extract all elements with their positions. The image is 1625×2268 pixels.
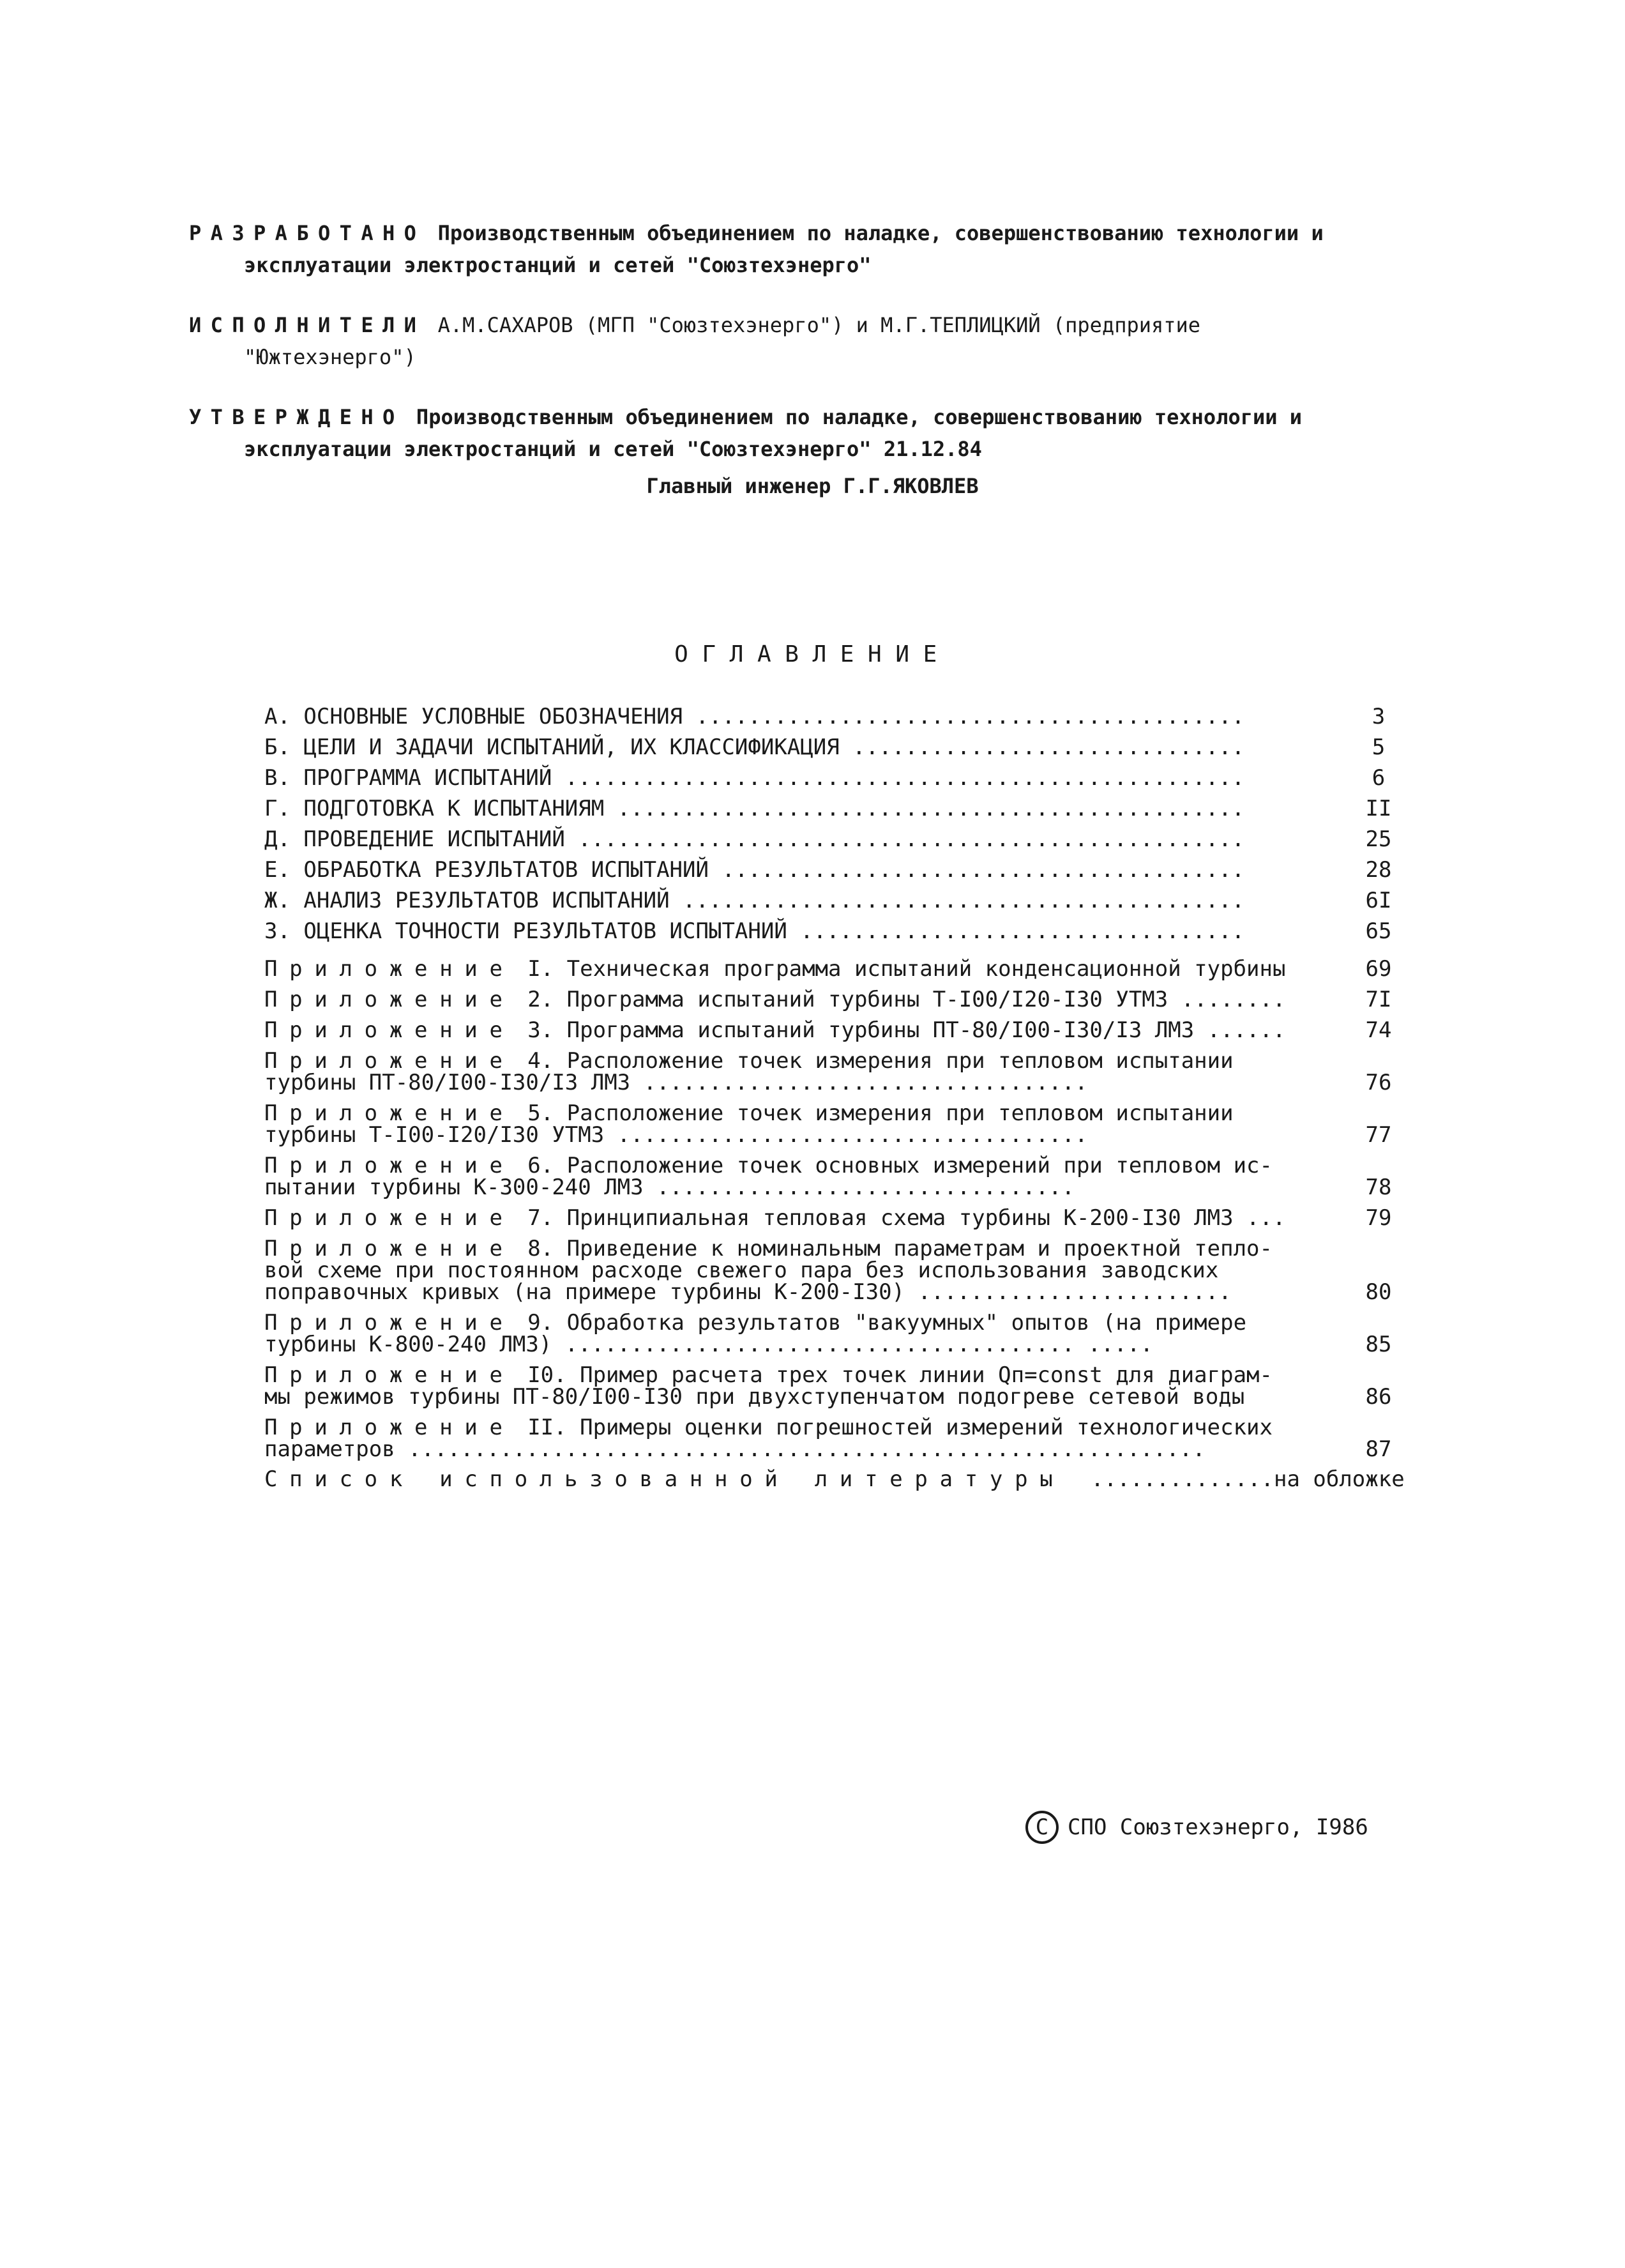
toc-section: З. ОЦЕНКА ТОЧНОСТИ РЕЗУЛЬТАТОВ ИСПЫТАНИЙ .................................. 65 xyxy=(264,918,1392,944)
toc-section: В. ПРОГРАММА ИСПЫТАНИЙ .................................................... 6 xyxy=(264,765,1386,791)
toc-section: Е. ОБРАБОТКА РЕЗУЛЬТАТОВ ИСПЫТАНИЙ ........................................ 28 xyxy=(264,857,1392,883)
credit-approved xyxy=(189,401,1383,465)
toc-section: Б. ЦЕЛИ И ЗАДАЧИ ИСПЫТАНИЙ, ИХ КЛАССИФИКАЦИЯ .............................. 5 xyxy=(264,734,1386,760)
toc-bibliography: Список использованной литературы .............. на обложке xyxy=(264,1466,1405,1492)
toc-appendix: Приложение 7. Принципиальная тепловая схема турбины К-200-I30 ЛМЗ ... 79 xyxy=(264,1205,1392,1231)
toc-appendix: Приложение II. Примеры оценки погрешностей измерений технологических параметров ............................................................. 87 xyxy=(264,1415,1392,1462)
toc-appendix: Приложение 2. Программа испытаний турбины Т-I00/I20-I30 УТМЗ ........ 7I xyxy=(264,987,1392,1012)
credit-label: РАЗРАБОТАНО xyxy=(189,221,426,245)
toc-appendix: Приложение 8. Приведение к номинальным параметрам и проектной тепло- вой схеме при постоянном расходе свежего пара без использования заводских поправочных кривых (на примере турбины К-200-I30) ........................ 80 xyxy=(264,1236,1392,1305)
copyright-text: СПО Союзтехэнерго, I986 xyxy=(1068,1815,1368,1840)
credit-text: Производственным объединением по наладке, совершенствованию технологии и эксплуатации электростанций и сетей "Союзтехэнерго" 21.12.84 xyxy=(244,405,1303,461)
credit-text: Производственным объединением по наладке, совершенствованию технологии и эксплуатации электростанций и сетей "Союзтехэнерго" xyxy=(244,221,1324,277)
toc-appendix: Приложение 4. Расположение точек измерения при тепловом испытании турбины ПТ-80/I00-I30/I3 ЛМЗ .................................. 76 xyxy=(264,1048,1392,1095)
toc-appendix: Приложение I0. Пример расчета трех точек линии Qп=const для диаграм- мы режимов турбины ПТ-80/I00-I30 при двухступенчатом подогреве сетевой воды 86 xyxy=(264,1362,1392,1410)
toc-appendix: Приложение 5. Расположение точек измерения при тепловом испытании турбины Т-I00-I20/I30 УТМЗ .................................... 77 xyxy=(264,1100,1392,1148)
copyright-icon: С xyxy=(1025,1811,1059,1844)
copyright xyxy=(1025,1811,1368,1844)
toc-section: Ж. АНАЛИЗ РЕЗУЛЬТАТОВ ИСПЫТАНИЙ ........................................... 6I xyxy=(264,888,1392,913)
credit-authors xyxy=(189,309,1383,373)
credit-label: УТВЕРЖДЕНО xyxy=(189,405,404,429)
table-of-contents xyxy=(264,701,1407,1495)
toc-title: ОГЛАВЛЕНИЕ xyxy=(674,641,951,667)
chief-engineer: Главный инженер Г.Г.ЯКОВЛЕВ xyxy=(646,474,979,498)
toc-appendix: Приложение 6. Расположение точек основных измерений при тепловом ис- пытании турбины К-300-240 ЛМЗ ................................ 78 xyxy=(264,1153,1392,1200)
credit-text: А.М.САХАРОВ (МГП "Союзтехэнерго") и М.Г.ТЕПЛИЦКИЙ (предприятие "Южтехэнерго") xyxy=(244,313,1201,369)
credit-developed xyxy=(189,217,1383,281)
toc-appendix: Приложение I. Техническая программа испытаний конденсационной турбины 69 xyxy=(264,956,1392,982)
toc-section: А. ОСНОВНЫЕ УСЛОВНЫЕ ОБОЗНАЧЕНИЯ .......................................... 3 xyxy=(264,704,1386,729)
toc-section: Д. ПРОВЕДЕНИЕ ИСПЫТАНИЙ ................................................... 25 xyxy=(264,826,1392,852)
toc-section: Г. ПОДГОТОВКА К ИСПЫТАНИЯМ ................................................ II xyxy=(264,796,1392,821)
toc-appendix: Приложение 9. Обработка результатов "вакуумных" опытов (на примере турбины К-800-240 ЛМЗ) ....................................... ..... 85 xyxy=(264,1310,1392,1357)
credit-label: ИСПОЛНИТЕЛИ xyxy=(189,313,426,337)
toc-appendix: Приложение 3. Программа испытаний турбины ПТ-80/I00-I30/I3 ЛМЗ ...... 74 xyxy=(264,1017,1392,1043)
